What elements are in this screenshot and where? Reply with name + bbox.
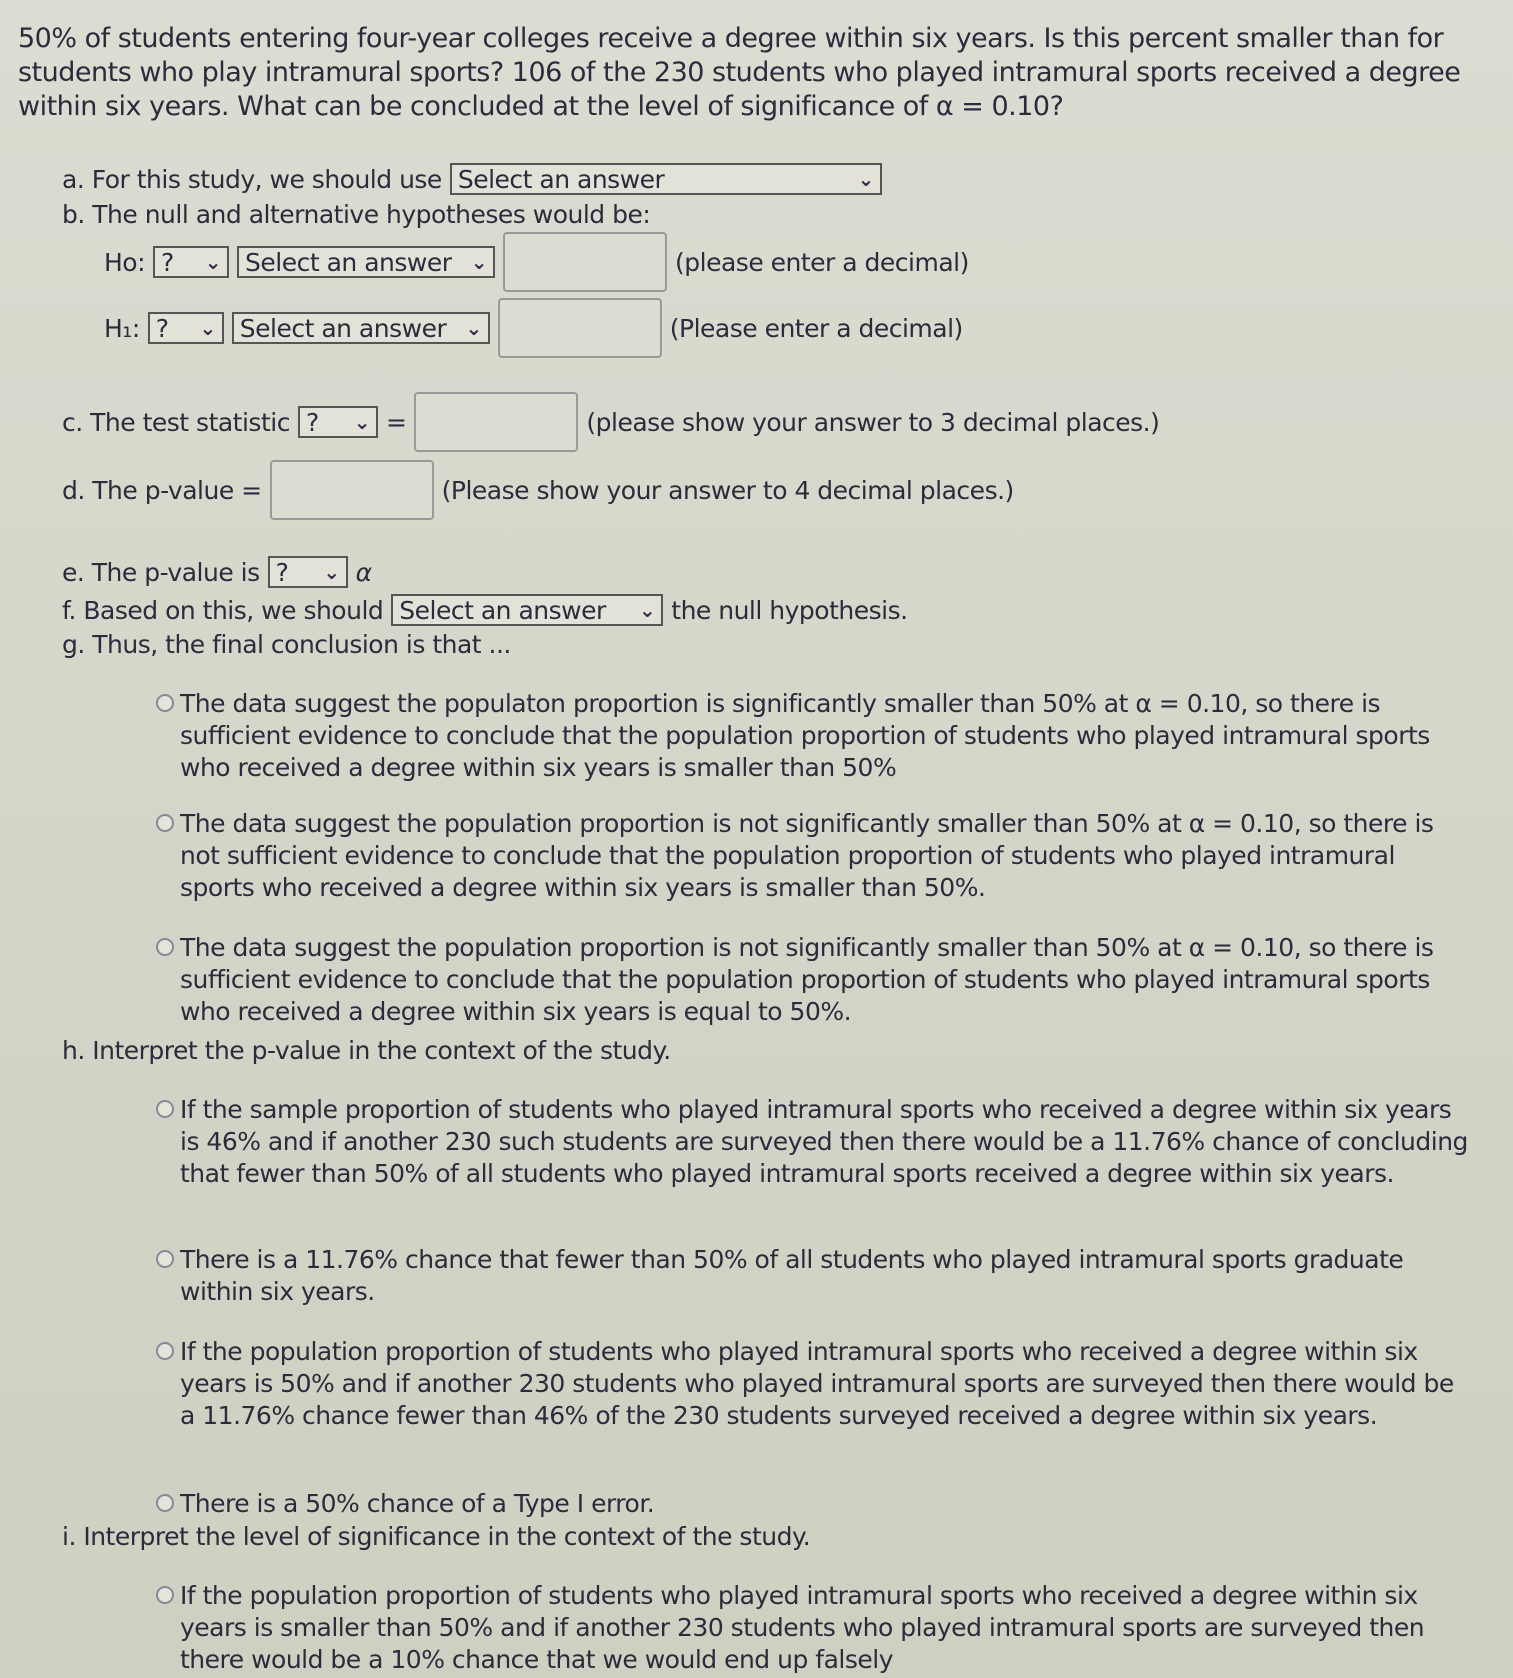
part-d-label: d. The p-value = xyxy=(62,475,262,505)
h0-row xyxy=(104,232,969,292)
pvalue-interpretation-option-4[interactable] xyxy=(180,1488,1470,1520)
decision-select[interactable] xyxy=(391,594,663,626)
h1-label: H₁: xyxy=(104,313,140,343)
select-value: Select an answer xyxy=(245,247,452,277)
part-f-suffix: the null hypothesis. xyxy=(671,595,908,625)
radio-button[interactable] xyxy=(156,1100,174,1118)
select-value: ? xyxy=(155,313,169,343)
pvalue-interpretation-option-3[interactable] xyxy=(180,1336,1470,1432)
chevron-down-icon: ⌄ xyxy=(857,167,874,191)
h1-symbol-select[interactable] xyxy=(148,312,224,344)
radio-button[interactable] xyxy=(156,694,174,712)
part-c-hint: (please show your answer to 3 decimal places.) xyxy=(586,407,1160,437)
part-c xyxy=(62,392,1159,452)
radio-button[interactable] xyxy=(156,1494,174,1512)
conclusion-option-2[interactable] xyxy=(180,808,1470,904)
test-type-select[interactable] xyxy=(450,163,882,195)
p-value-input[interactable] xyxy=(270,460,434,520)
chevron-down-icon: ⌄ xyxy=(353,410,370,434)
h1-value-input[interactable] xyxy=(498,298,662,358)
option-text: The data suggest the population proportion is not significantly smaller than 50% at α = 0.10, so there is sufficient evidence to conclude that the population proportion of students who played intramural sports who received a degree within six years is equal to 50%. xyxy=(180,933,1434,1026)
chevron-down-icon: ⌄ xyxy=(323,560,340,584)
part-d xyxy=(62,460,1014,520)
conclusion-option-3[interactable] xyxy=(180,932,1470,1028)
chevron-down-icon: ⌄ xyxy=(639,598,656,622)
part-d-hint: (Please show your answer to 4 decimal places.) xyxy=(441,475,1014,505)
chevron-down-icon: ⌄ xyxy=(204,250,222,274)
radio-button[interactable] xyxy=(156,1586,174,1604)
option-text: There is a 11.76% chance that fewer than 50% of all students who played intramural sports graduate within six years. xyxy=(180,1245,1404,1306)
part-a-label: a. For this study, we should use xyxy=(62,164,442,194)
option-text: If the population proportion of students who played intramural sports who received a degree within six years is smaller than 50% and if another 230 students who played intramural sports are surveyed then there would be a 10% chance that we would end up falsely xyxy=(180,1581,1425,1674)
h0-hint: (please enter a decimal) xyxy=(675,247,969,277)
option-text: If the population proportion of students who played intramural sports who received a degree within six years is 50% and if another 230 students who played intramural sports are surveyed then there would be a 11.76% chance fewer than 46% of the 230 students surveyed received a degree within six years. xyxy=(180,1337,1454,1430)
part-g-label: g. Thus, the final conclusion is that ... xyxy=(62,630,511,659)
pvalue-interpretation-option-1[interactable] xyxy=(180,1094,1470,1190)
conclusion-option-1[interactable] xyxy=(180,688,1470,784)
option-text: If the sample proportion of students who played intramural sports who received a degree within six years is 46% and if another 230 such students are surveyed then there would be a 11.76% chance of concluding that fewer than 50% of all students who played intramural sports received a degree within six years. xyxy=(180,1095,1468,1188)
option-text: The data suggest the populaton proportion is significantly smaller than 50% at α = 0.10, so there is sufficient evidence to conclude that the population proportion of students who played intramural sports who received a degree within six years is smaller than 50% xyxy=(180,689,1430,782)
part-h-label: h. Interpret the p-value in the context of the study. xyxy=(62,1036,671,1065)
p-value-comparison-select[interactable] xyxy=(268,556,348,588)
select-value: Select an answer xyxy=(457,164,665,194)
radio-button[interactable] xyxy=(156,1342,174,1360)
h1-parameter-select[interactable] xyxy=(232,312,490,344)
significance-interpretation-option-1[interactable] xyxy=(180,1580,1470,1676)
radio-button[interactable] xyxy=(156,814,174,832)
select-value: ? xyxy=(161,247,174,277)
radio-button[interactable] xyxy=(156,1250,174,1268)
part-e-label: e. The p-value is xyxy=(62,557,260,587)
part-i-label: i. Interpret the level of significance in the context of the study. xyxy=(62,1522,811,1551)
h1-row xyxy=(104,298,963,358)
part-b-label: b. The null and alternative hypotheses would be: xyxy=(62,200,651,229)
equals-sign: = xyxy=(385,407,407,437)
radio-button[interactable] xyxy=(156,938,174,956)
part-f-label: f. Based on this, we should xyxy=(62,595,384,625)
test-statistic-input[interactable] xyxy=(414,392,578,452)
test-statistic-symbol-select[interactable] xyxy=(298,406,378,438)
h0-symbol-select[interactable] xyxy=(153,246,229,278)
select-value: ? xyxy=(305,407,319,437)
select-value: Select an answer xyxy=(399,595,606,625)
select-value: Select an answer xyxy=(239,313,447,343)
question-text: 50% of students entering four-year colleges receive a degree within six years. Is this percent smaller than for students who play intramural sports? 106 of the 230 students who played intramural sports received a degree within six years. What can be concluded at the level of significance of α = 0.10? xyxy=(18,23,1461,122)
part-e xyxy=(62,556,372,588)
option-text: There is a 50% chance of a Type I error. xyxy=(180,1489,655,1518)
h0-parameter-select[interactable] xyxy=(237,246,495,278)
h0-value-input[interactable] xyxy=(503,232,667,292)
part-f xyxy=(62,594,908,626)
h0-label: Ho: xyxy=(104,247,146,277)
chevron-down-icon: ⌄ xyxy=(465,316,482,340)
part-c-label: c. The test statistic xyxy=(62,407,290,437)
select-value: ? xyxy=(275,557,289,587)
alpha-symbol: α xyxy=(355,557,372,587)
option-text: The data suggest the population proportion is not significantly smaller than 50% at α = 0.10, so there is not sufficient evidence to conclude that the population proportion of students who played intramural sports who received a degree within six years is smaller than 50%. xyxy=(180,809,1434,902)
chevron-down-icon: ⌄ xyxy=(199,316,216,340)
h1-hint: (Please enter a decimal) xyxy=(669,313,963,343)
pvalue-interpretation-option-2[interactable] xyxy=(180,1244,1470,1308)
chevron-down-icon: ⌄ xyxy=(470,250,488,274)
part-a xyxy=(62,163,882,195)
